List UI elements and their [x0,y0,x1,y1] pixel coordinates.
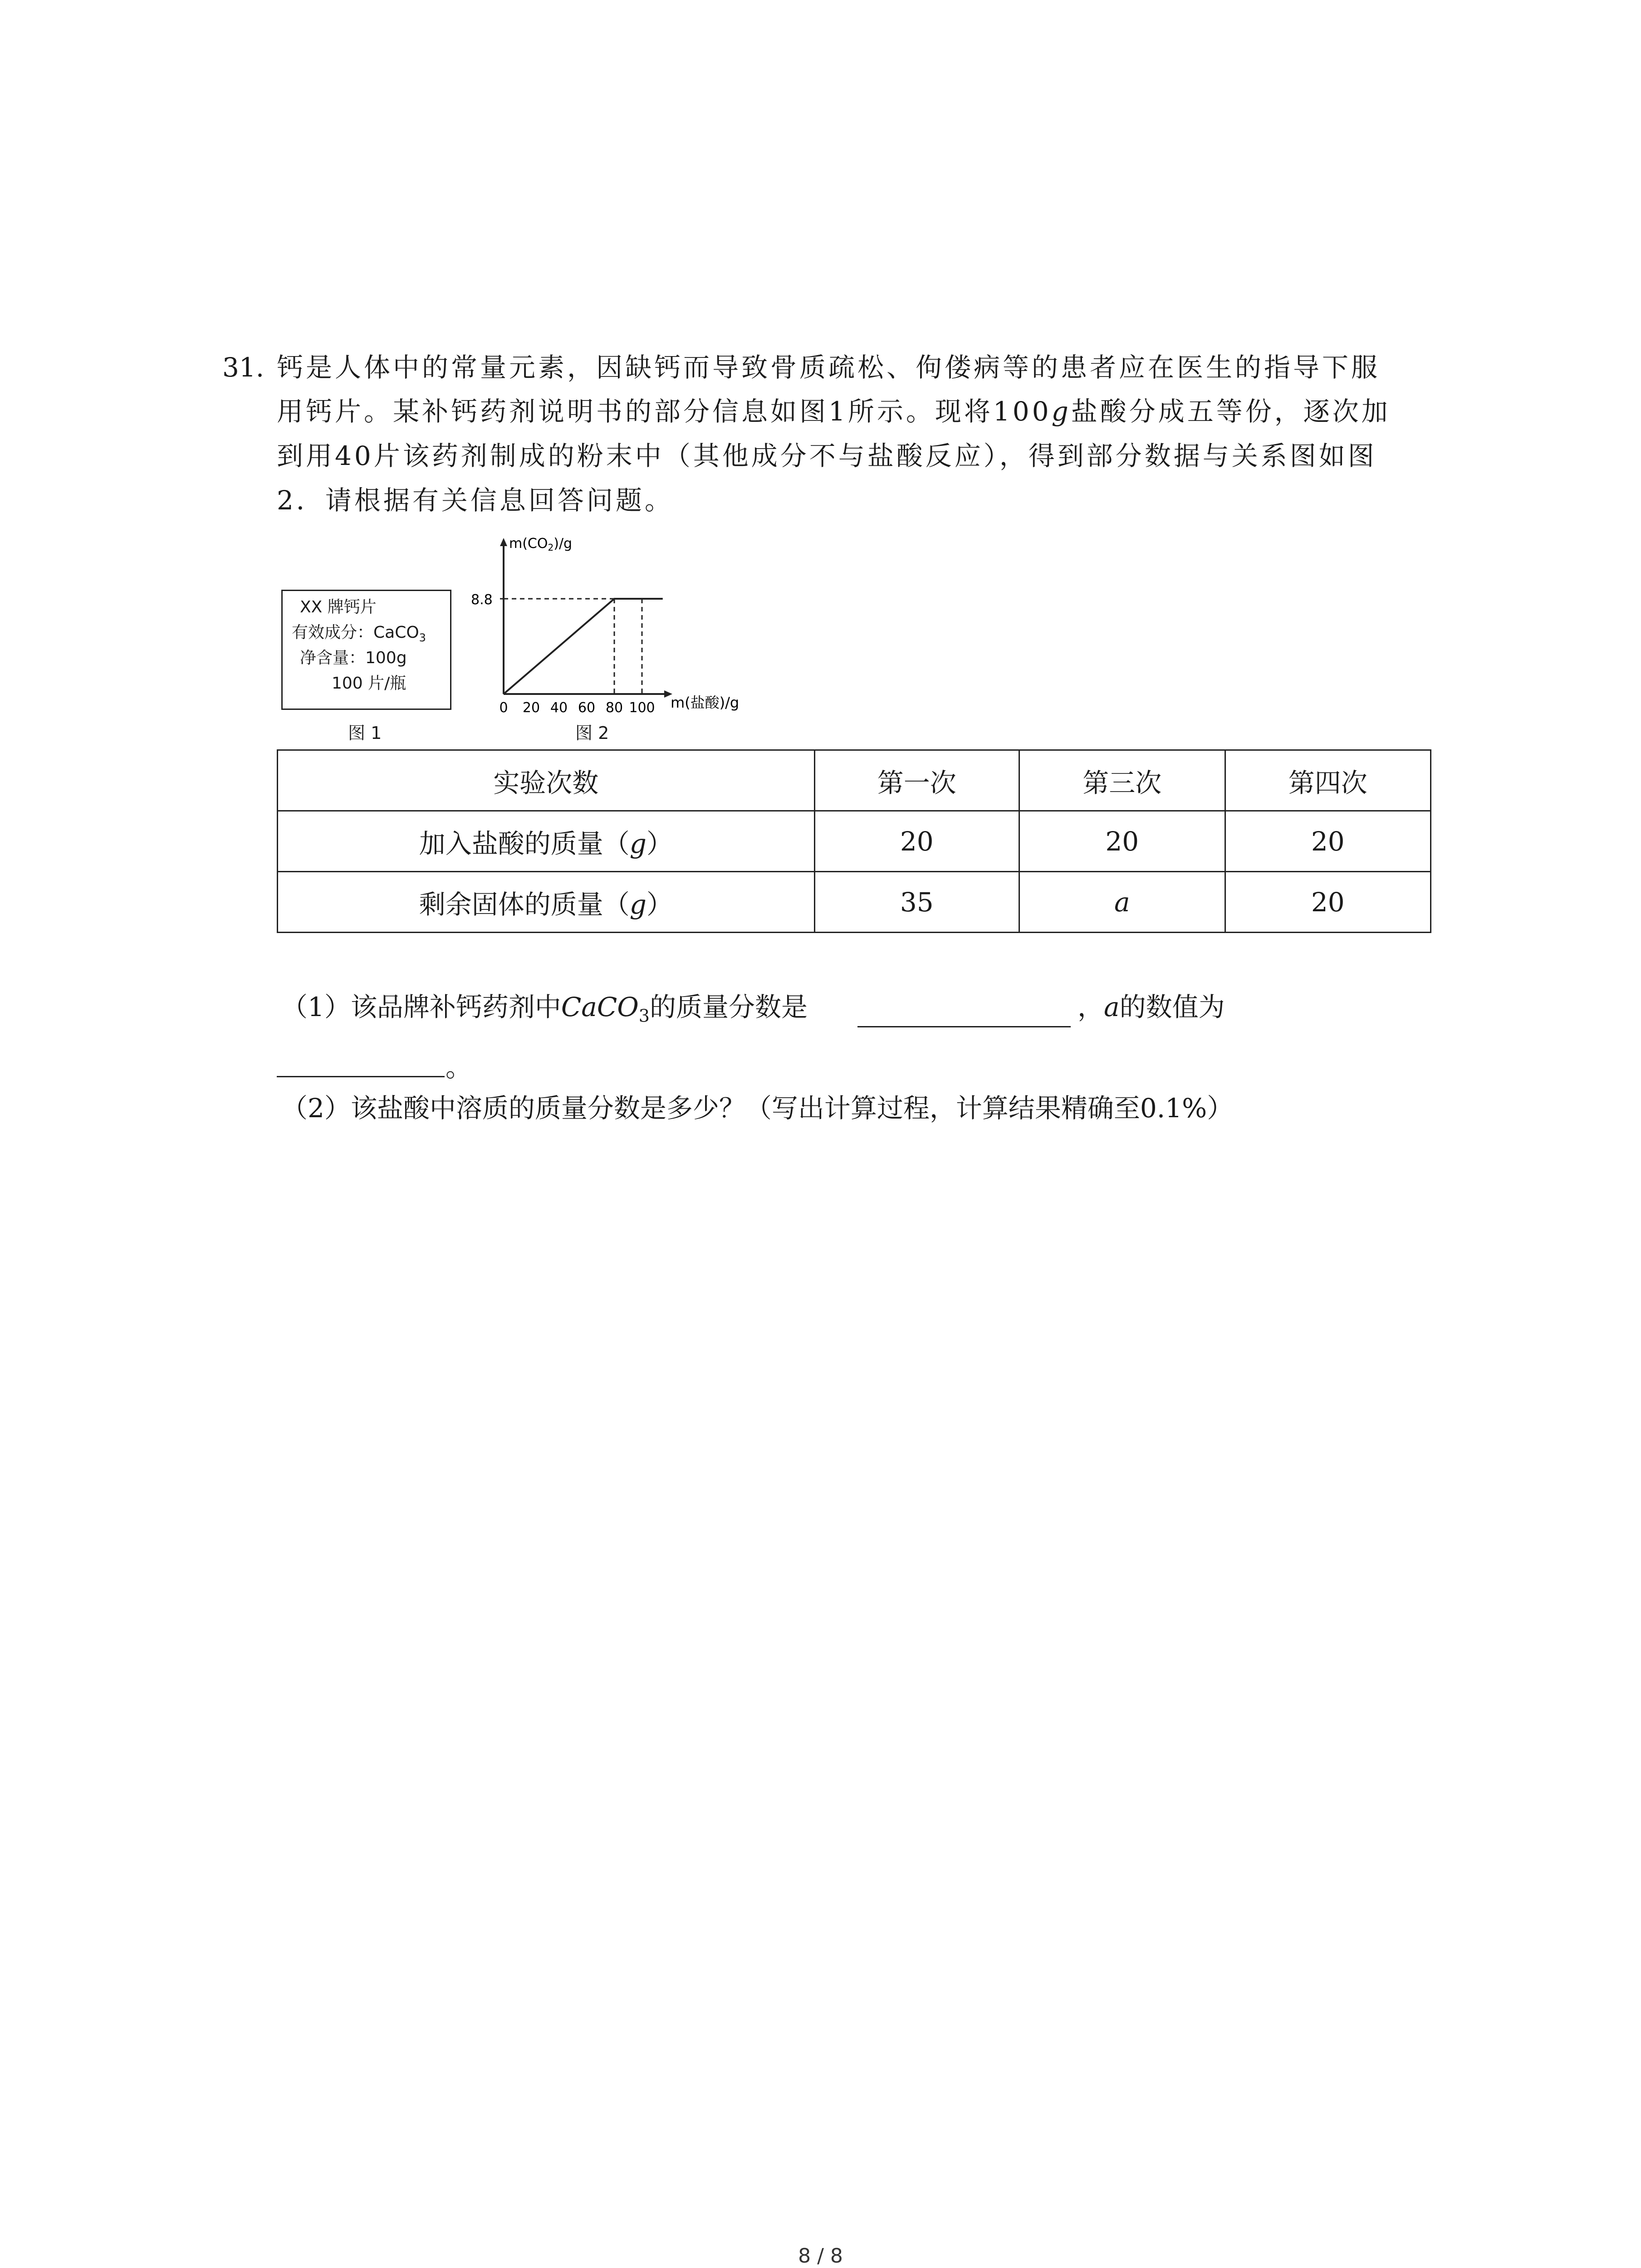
page-number: 8 / 8 [798,2244,843,2268]
label-ingredient: 有效成分：CaCO$_3$ [292,623,426,645]
sub-question-1: （1）该品牌补钙药剂中CaCO$_3$的质量分数是 [281,992,808,1026]
table-cell: 20 [1225,811,1431,872]
label-net-content: 净含量：100g [300,649,407,667]
x-tick-labels [499,700,655,716]
table-header-cell: 第三次 [1019,750,1225,811]
table-cell: a [1019,872,1225,933]
answer-blank-1[interactable] [857,1026,1071,1027]
x-tick-label: 20 [522,700,540,716]
label-title: XX 牌钙片 [300,598,377,616]
label-count: 100 片/瓶 [332,674,407,693]
y-axis-arrow-icon [500,538,507,546]
table-header-cell: 第一次 [814,750,1019,811]
x-tick-label: 40 [550,700,568,716]
table-row [278,872,1431,933]
figure2-caption: 图 2 [575,723,609,743]
answer-blank-2[interactable] [277,1076,445,1077]
x-tick-label: 60 [578,700,596,716]
table-cell: 20 [1225,872,1431,933]
x-tick-label: 100 [629,700,655,716]
experiment-table [277,749,1431,933]
x-tick-label: 0 [499,700,508,716]
co2-series-line [504,599,663,694]
question-line-4: 2．请根据有关信息回答问题。 [277,485,674,516]
sub-question-2: （2）该盐酸中溶质的质量分数是多少？（写出计算过程，计算结果精确至0.1%） [281,1093,1234,1124]
y-tick-label: 8.8 [471,592,493,608]
question-line-3: 到用40片该药剂制成的粉末中（其他成分不与盐酸反应），得到部分数据与关系图如图 [277,440,1377,471]
table-row-label: 加入盐酸的质量（g） [278,811,815,872]
medicine-label-box [281,590,451,710]
table-header-cell: 实验次数 [278,750,815,811]
sub-question-1-period: 。 [446,1052,472,1083]
table-row [278,811,1431,872]
question-line-1: 钙是人体中的常量元素，因缺钙而导致骨质疏松、佝偻病等的患者应在医生的指导下服 [277,352,1381,383]
table-header-cell: 第四次 [1225,750,1431,811]
table-cell: 35 [814,872,1019,933]
table-row-label: 剩余固体的质量（g） [278,872,815,933]
co2-mass-chart [454,535,780,721]
table-header-row [278,750,1431,811]
table-cell: 20 [814,811,1019,872]
sub-question-1-tail: ，a的数值为 [1078,992,1225,1022]
x-axis-label: m(盐酸)/g [671,694,740,711]
question-line-2: 用钙片。某补钙药剂说明书的部分信息如图1所示。现将100g盐酸分成五等份，逐次加 [277,396,1391,427]
table-cell: 20 [1019,811,1225,872]
x-tick-label: 80 [605,700,623,716]
y-axis-label: $m(CO_2)/g$ [509,536,573,553]
figure1-caption: 图 1 [348,723,382,743]
chart-series [504,599,663,694]
question-number: 31. [222,352,265,383]
